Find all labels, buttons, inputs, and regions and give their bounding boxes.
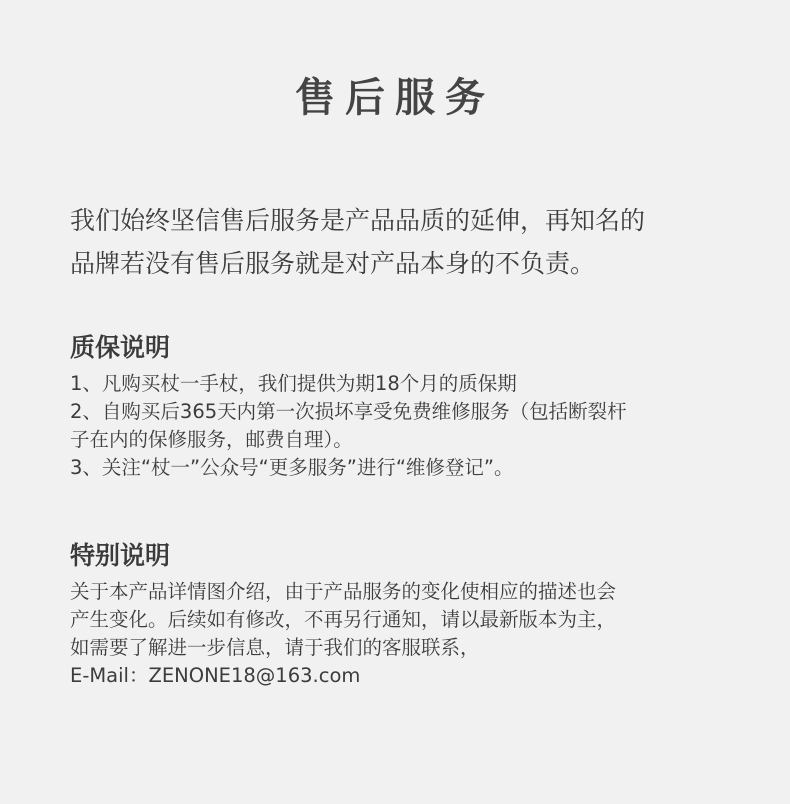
special-note-line: 关于本产品详情图介绍，由于产品服务的变化使相应的描述也会 <box>70 580 617 603</box>
special-note-section <box>70 536 750 690</box>
special-note-line: 产生变化。后续如有修改，不再另行通知，请以最新版本为主， <box>70 608 617 631</box>
warranty-heading: 质保说明 <box>70 333 171 362</box>
warranty-line: 子在内的保修服务，邮费自理）。 <box>70 428 353 451</box>
intro-line: 品牌若没有售后服务就是对产品本身的不负责。 <box>70 249 596 278</box>
warranty-line: 1、凡购买杖一手杖，我们提供为期18个月的质保期 <box>70 372 517 395</box>
intro-line: 我们始终坚信售后服务是产品品质的延伸，再知名的 <box>70 206 646 235</box>
contact-email: E-Mail：ZENONE18@163.com <box>70 664 361 687</box>
page-title: 售后服务 <box>295 74 495 121</box>
intro-paragraph <box>70 199 740 285</box>
special-note-heading: 特别说明 <box>70 541 171 570</box>
warranty-section <box>70 328 750 482</box>
special-note-line: 如需要了解进一步信息，请于我们的客服联系， <box>70 636 480 659</box>
warranty-line: 3、关注“杖一”公众号“更多服务”进行“维修登记”。 <box>70 456 514 479</box>
warranty-line: 2、自购买后365天内第一次损坏享受免费维修服务（包括断裂杆 <box>70 400 627 423</box>
